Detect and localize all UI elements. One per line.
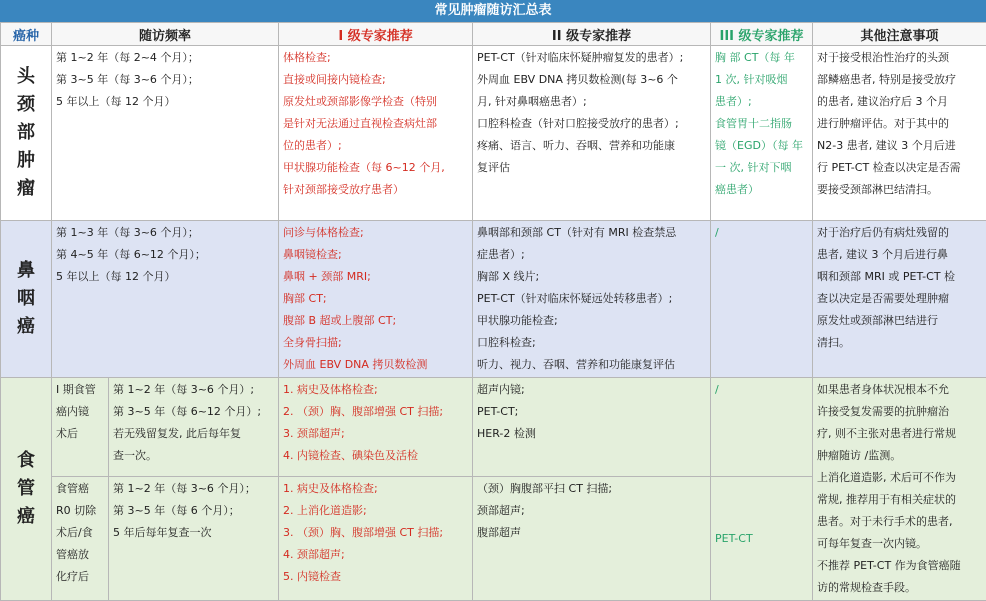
notes-cell: [813, 221, 986, 378]
level2-cell: [473, 221, 711, 378]
text-line: 全身骨扫描;: [283, 332, 468, 354]
text-line: 许接受复发需要的抗肿瘤治: [817, 401, 982, 423]
text-line: 原发灶或颈部淋巴结进行: [817, 310, 982, 332]
text-line: 2. 上消化道造影;: [283, 500, 468, 522]
text-line: 1. 病史及体格检查;: [283, 379, 468, 401]
text-line: 腹部 B 超或上腹部 CT;: [283, 310, 468, 332]
text-line: 管癌放: [56, 544, 104, 566]
text-line: PET-CT;: [477, 401, 706, 423]
text-line: 超声内镜;: [477, 379, 706, 401]
text-line: 食管癌: [56, 478, 104, 500]
header-level2: II 级专家推荐: [473, 23, 711, 46]
level2-cell: [473, 477, 711, 601]
text-line: PET-CT（针对临床怀疑肿瘤复发的患者）;: [477, 47, 706, 69]
text-line: 胸部 CT;: [283, 288, 468, 310]
text-line: 一 次, 针对下咽: [715, 157, 808, 179]
text-line: 上消化道造影, 术后可不作为: [817, 467, 982, 489]
text-line: 4. 颈部超声;: [283, 544, 468, 566]
text-line: 直接或间接内镜检查;: [283, 69, 468, 91]
text-line: 对于治疗后仍有病灶残留的: [817, 222, 982, 244]
text-line: 患者）;: [715, 91, 808, 113]
table-title: 常见肿瘤随访汇总表: [0, 0, 986, 22]
text-line: 肿瘤随访 /监测。: [817, 445, 982, 467]
text-line: 镜（EGD）（每 年: [715, 135, 808, 157]
text-line: 是针对无法通过直视检查病灶部: [283, 113, 468, 135]
level3-cell: /: [711, 221, 813, 378]
text-line: 术后/食: [56, 522, 104, 544]
text-line: 咽和颈部 MRI 或 PET-CT 检: [817, 266, 982, 288]
text-line: 2. （颈）胸、腹部增强 CT 扫描;: [283, 401, 468, 423]
text-line: 外周血 EBV DNA 拷贝数检测(每 3~6 个: [477, 69, 706, 91]
text-line: 甲状腺功能检查（每 6~12 个月,: [283, 157, 468, 179]
level3-cell: [711, 46, 813, 221]
header-level1: I 级专家推荐: [279, 23, 473, 46]
text-line: 鼻咽 + 颈部 MRI;: [283, 266, 468, 288]
text-line: 5 年后每年复查一次: [113, 522, 274, 544]
text-line: 原发灶或颈部影像学检查（特别: [283, 91, 468, 113]
text-line: 位的患者）;: [283, 135, 468, 157]
frequency-cell: [52, 46, 279, 221]
text-line: 不推荐 PET-CT 作为食管癌随: [817, 555, 982, 577]
text-line: 清扫。: [817, 332, 982, 354]
level2-cell: [473, 46, 711, 221]
row-nasopharynx: [1, 221, 986, 378]
text-line: R0 切除: [56, 500, 104, 522]
text-line: 鼻咽部和颈部 CT（针对有 MRI 检查禁忌: [477, 222, 706, 244]
frequency-cell: [52, 221, 279, 378]
text-line: 要接受颈部淋巴结清扫。: [817, 179, 982, 201]
follow-up-table: [0, 22, 986, 601]
text-line: 第 3~5 年（每 3~6 个月）；: [56, 69, 274, 91]
level2-cell: [473, 378, 711, 477]
text-line: 行 PET-CT 检查以决定是否需: [817, 157, 982, 179]
level1-cell: [279, 477, 473, 601]
subgroup-cell: [52, 378, 109, 477]
text-line: 第 4~5 年（每 6~12 个月）；: [56, 244, 274, 266]
text-line: 鼻咽镜检查;: [283, 244, 468, 266]
text-line: 第 3~5 年（每 6 个月）；: [113, 500, 274, 522]
notes-cell: [813, 46, 986, 221]
frequency-cell: [109, 477, 279, 601]
text-line: 3. （颈）胸、腹部增强 CT 扫描;: [283, 522, 468, 544]
text-line: 如果患者身体状况根本不允: [817, 379, 982, 401]
disease-nasopharynx: 鼻 咽 癌: [1, 221, 52, 378]
text-line: 第 1~2 年（每 3~6 个月）；: [113, 478, 274, 500]
text-line: 5. 内镜检查: [283, 566, 468, 588]
text-line: 5 年以上（每 12 个月）: [56, 91, 274, 113]
text-line: 食管胃十二指肠: [715, 113, 808, 135]
text-line: 5 年以上（每 12 个月）: [56, 266, 274, 288]
row-esophagus-1: [1, 378, 986, 477]
text-line: 胸部 X 线片;: [477, 266, 706, 288]
text-line: 若无残留复发, 此后每年复: [113, 423, 274, 445]
frequency-cell: [109, 378, 279, 477]
text-line: 对于接受根治性治疗的头颈: [817, 47, 982, 69]
text-line: 疗, 则不主张对患者进行常规: [817, 423, 982, 445]
text-line: 颈部超声;: [477, 500, 706, 522]
level1-cell: [279, 46, 473, 221]
text-line: 胸 部 CT（每 年: [715, 47, 808, 69]
header-level3: III 级专家推荐: [711, 23, 813, 46]
text-line: I 期食管: [56, 379, 104, 401]
text-line: 4. 内镜检查、碘染色及活检: [283, 445, 468, 467]
text-line: 甲状腺功能检查;: [477, 310, 706, 332]
text-line: 的患者, 建议治疗后 3 个月: [817, 91, 982, 113]
text-line: 月, 针对鼻咽癌患者）;: [477, 91, 706, 113]
text-line: 癌内镜: [56, 401, 104, 423]
text-line: PET-CT（针对临床怀疑远处转移患者）;: [477, 288, 706, 310]
row-head-neck: [1, 46, 986, 221]
text-line: 外周血 EBV DNA 拷贝数检测: [283, 354, 468, 376]
disease-esophagus: 食 管 癌: [1, 378, 52, 601]
text-line: 口腔科检查（针对口腔接受放疗的患者）;: [477, 113, 706, 135]
text-line: 问诊与体格检查;: [283, 222, 468, 244]
text-line: 1. 病史及体格检查;: [283, 478, 468, 500]
text-line: 第 1~2 年（每 2~4 个月）；: [56, 47, 274, 69]
text-line: 癌患者）: [715, 179, 808, 201]
text-line: 3. 颈部超声;: [283, 423, 468, 445]
text-line: 第 1~2 年（每 3~6 个月）;: [113, 379, 274, 401]
text-line: 听力、视力、吞咽、营养和功能康复评估: [477, 354, 706, 376]
level3-cell: PET-CT: [711, 477, 813, 601]
text-line: 进行肿瘤评估。对于其中的: [817, 113, 982, 135]
subgroup-cell: [52, 477, 109, 601]
text-line: （颈）胸腹部平扫 CT 扫描;: [477, 478, 706, 500]
level1-cell: [279, 221, 473, 378]
text-line: 访的常规检查手段。: [817, 577, 982, 599]
text-line: 查以决定是否需要处理肿瘤: [817, 288, 982, 310]
header-disease: 癌种: [1, 23, 52, 46]
text-line: 复评估: [477, 157, 706, 179]
text-line: 部鳞癌患者, 特别是接受放疗: [817, 69, 982, 91]
text-line: 腹部超声: [477, 522, 706, 544]
text-line: 症患者）;: [477, 244, 706, 266]
text-line: 可每年复查一次内镜。: [817, 533, 982, 555]
text-line: 化疗后: [56, 566, 104, 588]
text-line: 常规, 推荐用于有相关症状的: [817, 489, 982, 511]
text-line: 查一次。: [113, 445, 274, 467]
text-line: 第 1~3 年（每 3~6 个月）；: [56, 222, 274, 244]
text-line: 疼痛、语言、听力、吞咽、营养和功能康: [477, 135, 706, 157]
text-line: 体格检查;: [283, 47, 468, 69]
text-line: 1 次, 针对吸烟: [715, 69, 808, 91]
header-frequency: 随访频率: [52, 23, 279, 46]
text-line: 术后: [56, 423, 104, 445]
level3-cell: /: [711, 378, 813, 477]
header-row: [1, 23, 986, 46]
text-line: 患者。对于未行手术的患者,: [817, 511, 982, 533]
header-notes: 其他注意事项: [813, 23, 986, 46]
text-line: HER-2 检测: [477, 423, 706, 445]
text-line: 针对颈部接受放疗患者）: [283, 179, 468, 201]
text-line: 患者, 建议 3 个月后进行鼻: [817, 244, 982, 266]
notes-cell: [813, 378, 986, 601]
text-line: N2-3 患者, 建议 3 个月后进: [817, 135, 982, 157]
text-line: 第 3~5 年（每 6~12 个月）;: [113, 401, 274, 423]
disease-head-neck: 头 颈 部 肿 瘤: [1, 46, 52, 221]
text-line: 口腔科检查;: [477, 332, 706, 354]
level1-cell: [279, 378, 473, 477]
